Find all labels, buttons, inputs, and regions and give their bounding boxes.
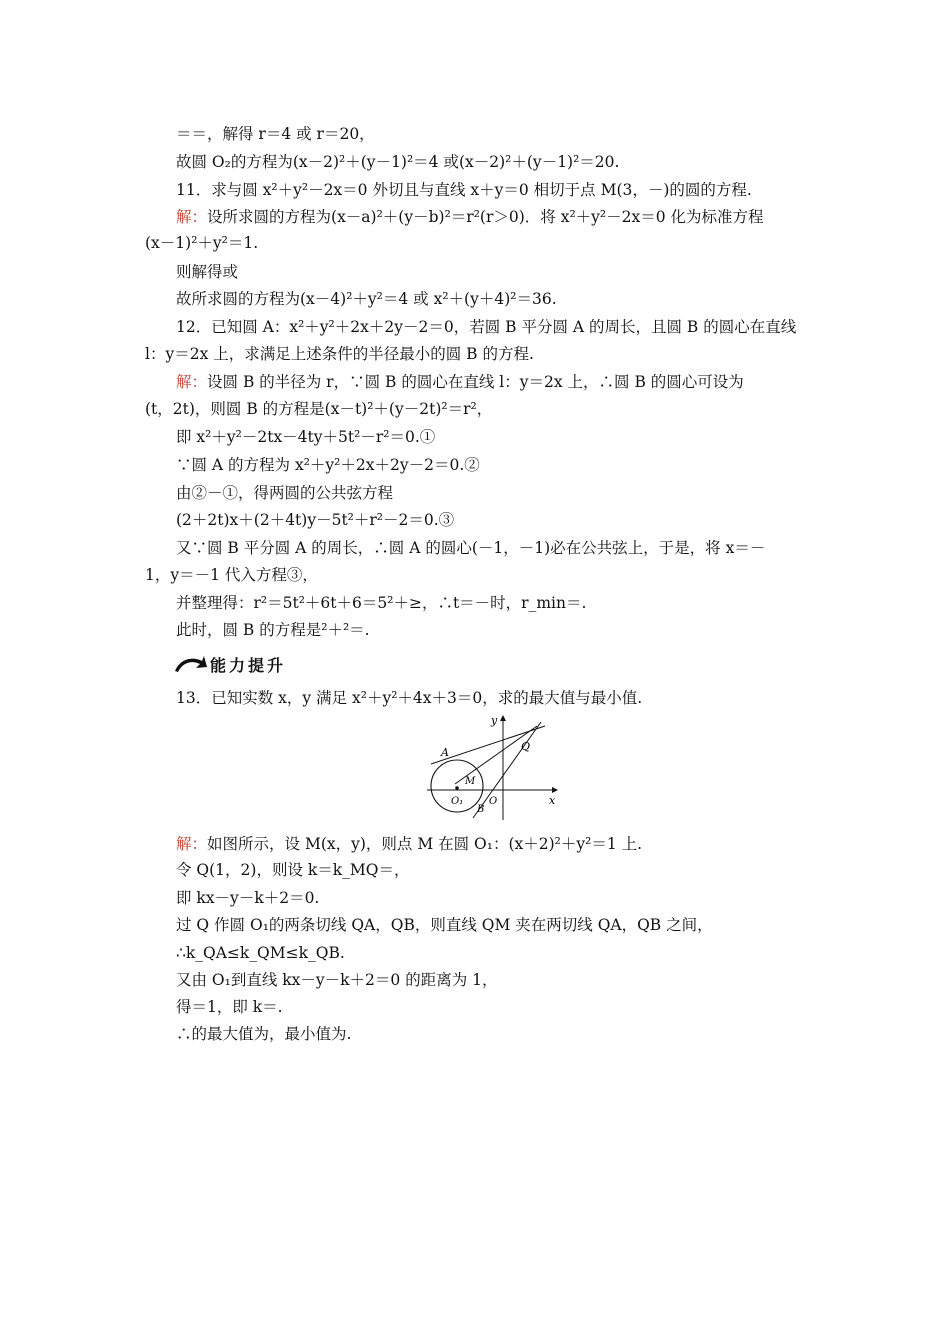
line-text: ∵圆 A 的方程为 x²＋y²＋2x＋2y－2＝0.② xyxy=(176,456,480,474)
text-line xyxy=(176,834,642,854)
text-line xyxy=(176,1024,351,1044)
line-text: 故圆 O₂的方程为(x－2)²＋(y－1)²＝4 或(x－2)²＋(y－1)²＝20. xyxy=(176,153,620,171)
line-text: 令 Q(1，2)，则设 k＝k_MQ＝， xyxy=(176,861,410,879)
label-a: A xyxy=(441,746,449,759)
text-line xyxy=(176,593,586,613)
label-o1: O₁ xyxy=(451,796,464,807)
line-text: 又由 O₁到直线 kx－y－k＋2＝0 的距离为 1， xyxy=(176,971,498,989)
text-line xyxy=(145,344,534,364)
line-text: l：y＝2x 上，求满足上述条件的半径最小的圆 B 的方程. xyxy=(145,345,534,363)
line-text: 设圆 B 的半径为 r，∵圆 B 的圆心在直线 l：y＝2x 上，∴圆 B 的圆心可设为 xyxy=(207,373,744,391)
line-text: 1，y＝－1 代入方程③， xyxy=(145,566,318,584)
point-o1 xyxy=(455,786,459,790)
text-line xyxy=(145,399,492,419)
label-y: y xyxy=(491,714,498,727)
line-text: (x－1)²＋y²＝1. xyxy=(145,234,259,252)
text-line xyxy=(176,152,619,172)
text-line xyxy=(176,180,752,200)
text-line xyxy=(176,483,393,503)
line-text: 又∵圆 B 平分圆 A 的周长，∴圆 A 的圆心(－1，－1)必在公共弦上，于是，将 x＝－ xyxy=(176,539,766,557)
line-text: 得＝1，即 k＝. xyxy=(176,998,283,1016)
text-line xyxy=(176,688,642,708)
text-line xyxy=(176,124,375,144)
curved-arrow-icon xyxy=(172,653,208,675)
line-text: 此时，圆 B 的方程是²＋²＝. xyxy=(176,621,370,639)
text-line xyxy=(145,233,258,253)
text-line xyxy=(176,262,238,282)
section-title: 能力提升 xyxy=(210,655,287,675)
label-b: B xyxy=(477,804,485,815)
line-text: 即 kx－y－k＋2＝0. xyxy=(176,889,320,907)
label-x: x xyxy=(549,794,556,807)
text-line xyxy=(176,427,435,447)
line-text: ＝＝，解得 r＝4 或 r＝20， xyxy=(176,125,375,143)
text-line xyxy=(176,372,744,392)
text-line xyxy=(176,860,410,880)
label-q: Q xyxy=(521,740,531,753)
line-text: 并整理得：r²＝5t²＋6t＋6＝5²＋≥，∴t＝－时，r_min＝. xyxy=(176,594,587,612)
text-line xyxy=(176,538,765,558)
circle-tangent-figure xyxy=(425,712,565,822)
text-line xyxy=(176,317,796,337)
line-text: (t，2t)，则圆 B 的方程是(x－t)²＋(y－2t)²＝r²， xyxy=(145,400,493,418)
label-o: O xyxy=(489,796,498,807)
solution-marker: 解： xyxy=(176,835,208,853)
solution-marker: 解： xyxy=(176,208,208,226)
text-line xyxy=(176,915,713,935)
text-line xyxy=(176,943,345,963)
text-line xyxy=(176,997,283,1017)
line-text: 即 x²＋y²－2tx－4ty＋5t²－r²＝0.① xyxy=(176,428,436,446)
line-text: 过 Q 作圆 O₁的两条切线 QA，QB，则直线 QM 夹在两切线 QA，QB 之间， xyxy=(176,916,713,934)
line-text: 则解得或 xyxy=(176,263,239,281)
line-text: 设所求圆的方程为(x－a)²＋(y－b)²＝r²(r＞0)．将 x²＋y²－2x＝0 化为标准方程 xyxy=(207,208,764,226)
text-line xyxy=(176,888,319,908)
text-line xyxy=(176,620,370,640)
line-text: 如图所示，设 M(x，y)，则点 M 在圆 O₁：(x＋2)²＋y²＝1 上. xyxy=(207,835,643,853)
line-text: 13．已知实数 x，y 满足 x²＋y²＋4x＋3＝0，求的最大值与最小值. xyxy=(176,689,643,707)
line-text: (2＋2t)x＋(2＋4t)y－5t²＋r²－2＝0.③ xyxy=(176,511,455,529)
line-text: 12．已知圆 A：x²＋y²＋2x＋2y－2＝0，若圆 B 平分圆 A 的周长，且圆 B 的圆心在直线 xyxy=(176,318,797,336)
line-text: 由②－①，得两圆的公共弦方程 xyxy=(176,484,394,502)
text-line xyxy=(176,289,557,309)
text-line xyxy=(176,207,764,227)
line-text: ∴k_QA≤k_QM≤k_QB. xyxy=(176,944,345,962)
text-line xyxy=(176,510,454,530)
section-heading xyxy=(172,652,286,676)
line-text: 故所求圆的方程为(x－4)²＋y²＝4 或 x²＋(y＋4)²＝36. xyxy=(176,290,557,308)
solution-marker: 解： xyxy=(176,373,208,391)
text-line xyxy=(176,970,498,990)
line-text: 11．求与圆 x²＋y²－2x＝0 外切且与直线 x＋y＝0 相切于点 M(3，－)的圆的方程. xyxy=(176,181,752,199)
line-text: ∴的最大值为，最小值为. xyxy=(176,1025,352,1043)
label-m: M xyxy=(465,776,476,787)
text-line xyxy=(145,565,318,585)
text-line xyxy=(176,455,480,475)
